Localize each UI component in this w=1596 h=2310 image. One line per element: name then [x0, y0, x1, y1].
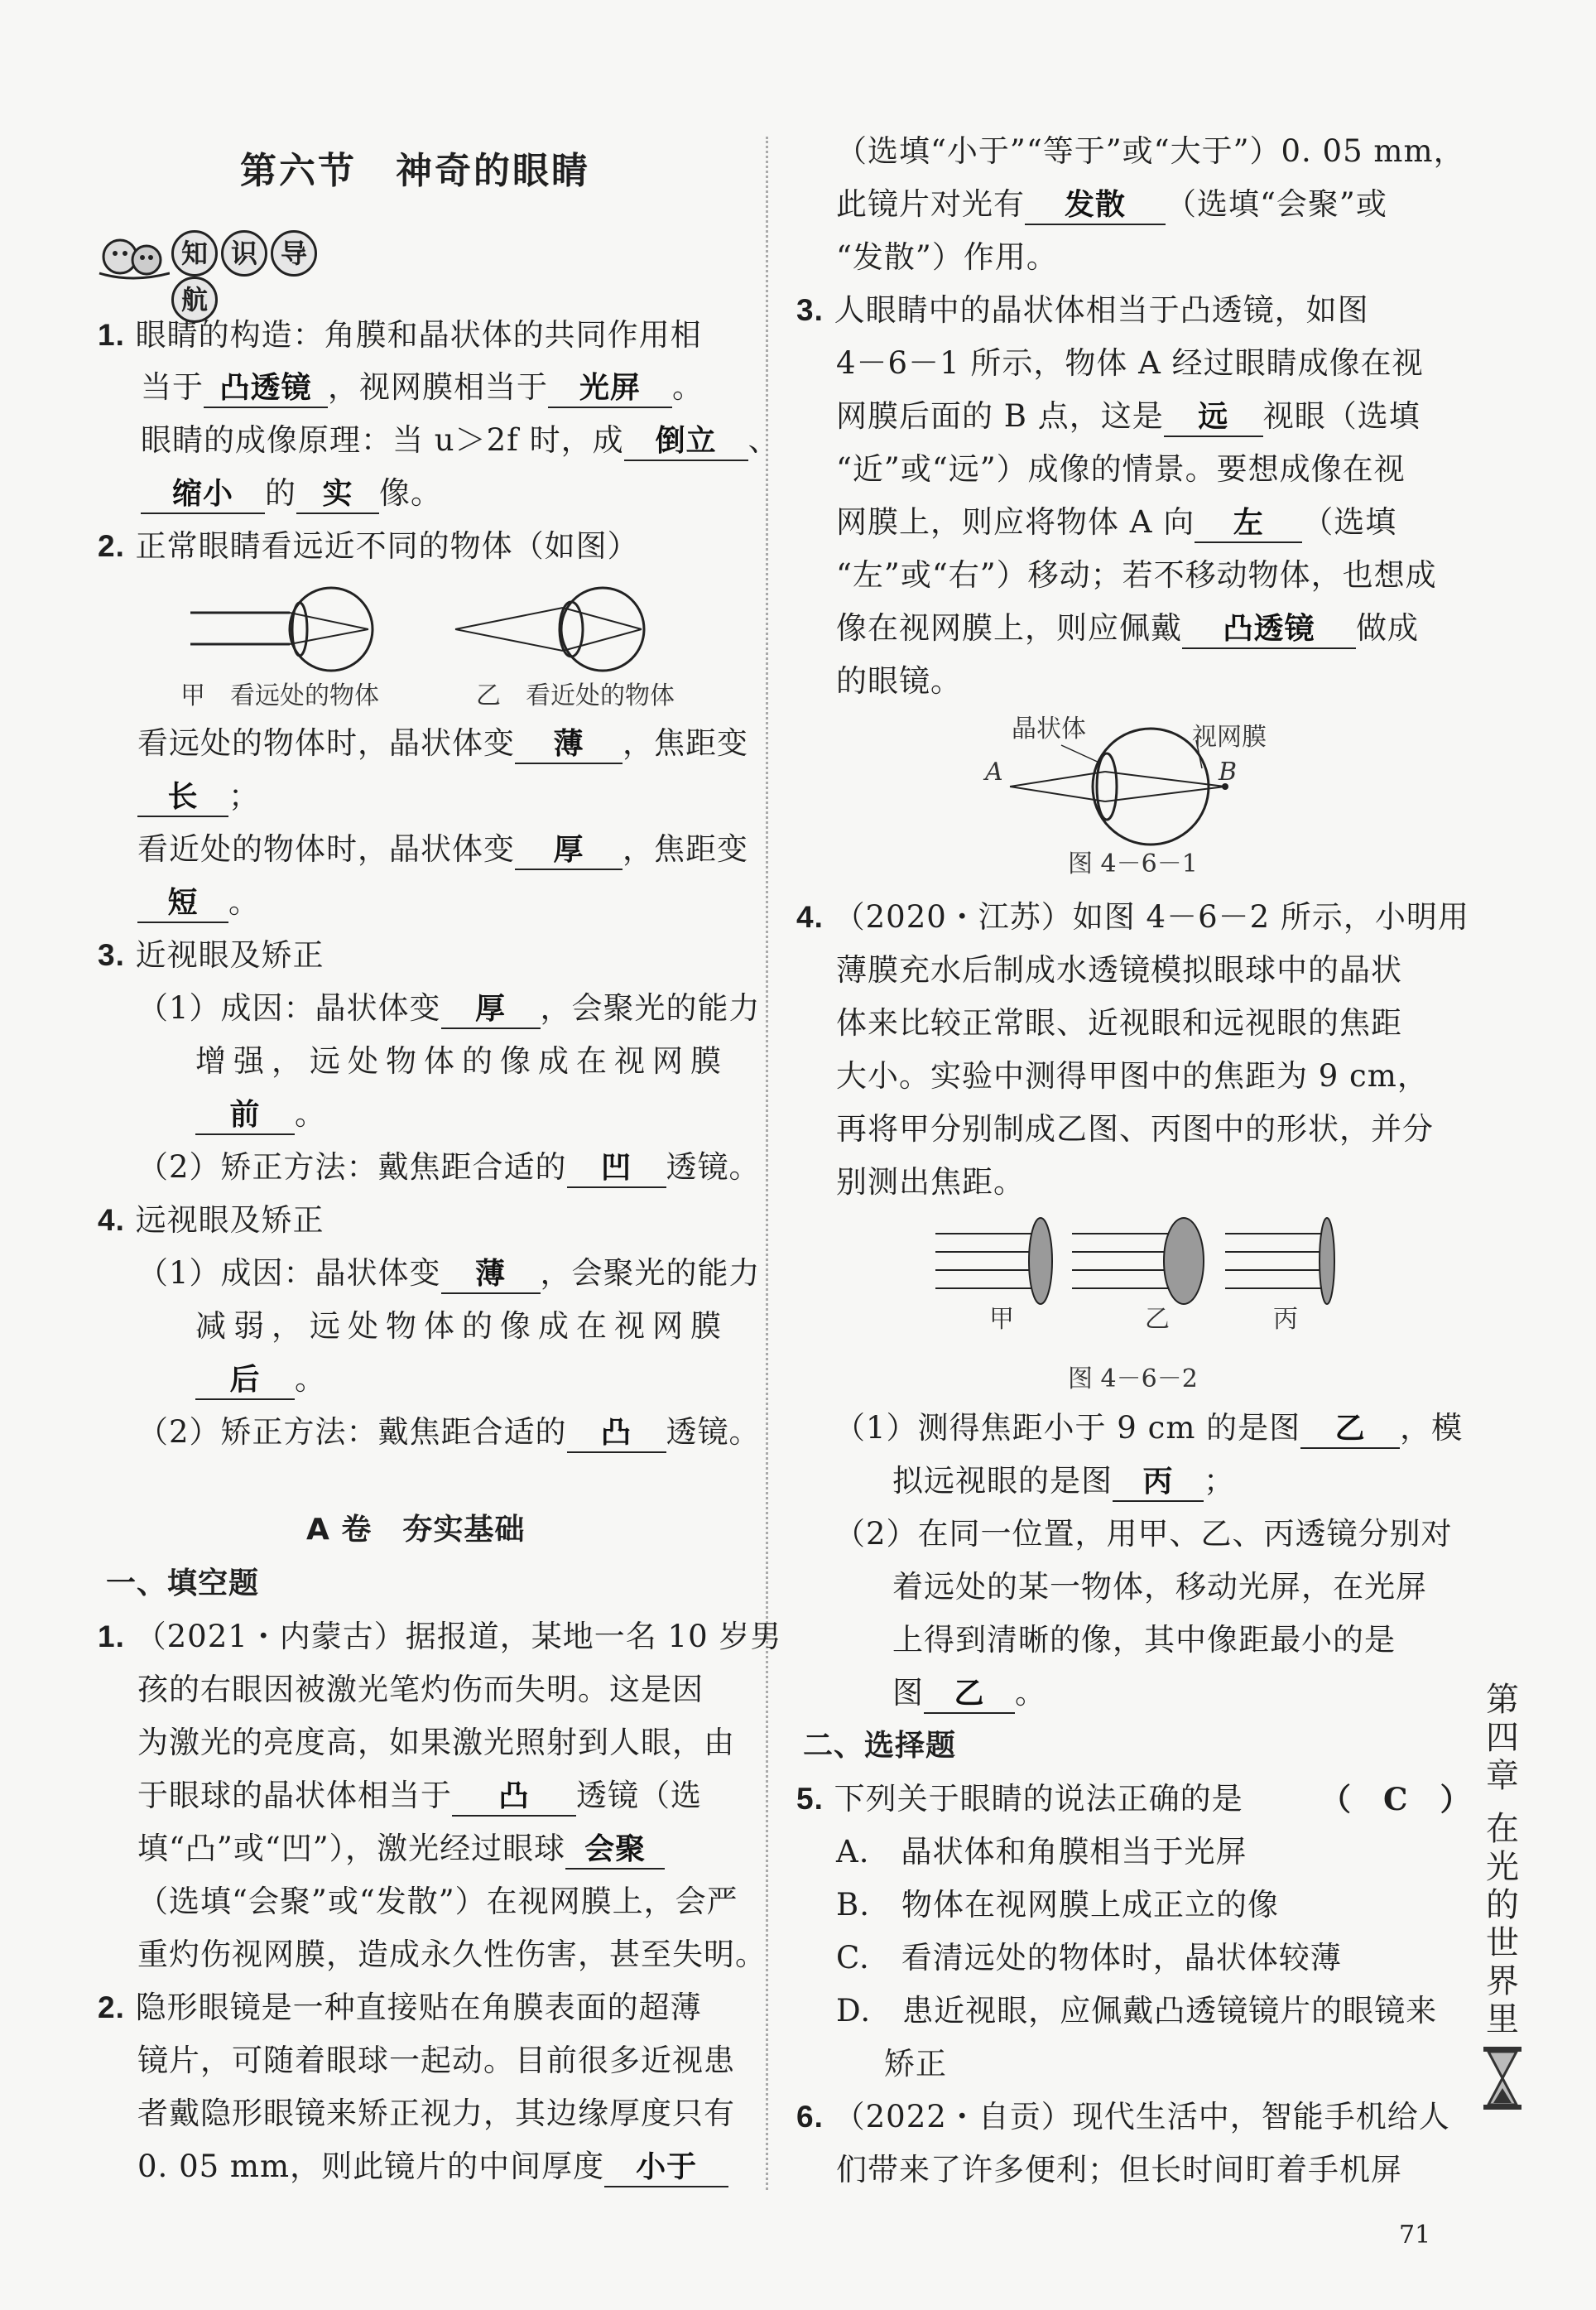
answer-blank: 薄	[515, 726, 623, 764]
option-d: D. 患近视眼，应佩戴凸透镜镜片的眼镜来	[836, 1993, 1438, 2028]
option-c: C. 看清远处的物体时，晶状体较薄	[836, 1940, 1342, 1976]
page-number: 71	[1399, 2221, 1431, 2250]
option-a: A. 晶状体和角膜相当于光屏	[836, 1834, 1247, 1870]
answer-blank: 薄	[441, 1256, 541, 1294]
answer-blank: 后	[195, 1362, 295, 1400]
answer-blank: 凹	[567, 1150, 666, 1188]
figure-4-6-2	[931, 1217, 1362, 1308]
knowledge-nav-label	[171, 230, 352, 323]
answer-blank: 小于	[604, 2149, 728, 2187]
answer-blank: 前	[195, 1097, 295, 1135]
answer-choice: （ C ）	[1320, 1781, 1472, 1817]
part2-heading: 二、选择题	[803, 1729, 957, 1763]
answer-blank: 短	[137, 885, 228, 923]
hourglass-icon	[1482, 2045, 1523, 2111]
section-title: 第六节 神奇的眼睛	[240, 150, 590, 192]
section-a-heading: A 卷 夯实基础	[306, 1513, 526, 1547]
eye-focus-diagram	[190, 580, 720, 687]
kids-illustration-icon	[95, 232, 170, 282]
nav-char: 知	[171, 230, 218, 277]
answer-blank: 倒立	[624, 423, 748, 461]
nav-char: 导	[271, 230, 317, 277]
answer-blank: 远	[1164, 399, 1263, 437]
answer-blank: 丙	[1113, 1464, 1204, 1502]
knowledge-nav-banner	[95, 225, 352, 315]
answer-blank: 凸	[567, 1415, 666, 1453]
answer-blank: 实	[296, 476, 379, 514]
answer-blank: 凸透镜	[1182, 611, 1356, 649]
option-b: B. 物体在视网膜上成正立的像	[836, 1887, 1279, 1923]
answer-blank: 乙	[1300, 1411, 1400, 1449]
answer-blank: 厚	[441, 991, 541, 1029]
nav-char: 识	[221, 230, 267, 277]
answer-blank: 乙	[924, 1676, 1015, 1714]
answer-blank: 凸透镜	[204, 370, 328, 408]
answer-blank: 光屏	[548, 370, 672, 408]
part1-heading: 一、填空题	[106, 1566, 260, 1600]
answer-blank: 发散	[1025, 187, 1166, 225]
answer-blank: 凸	[452, 1778, 576, 1817]
nav-char: 航	[171, 277, 218, 323]
answer-blank: 缩小	[141, 476, 265, 514]
answer-blank: 长	[137, 779, 228, 817]
answer-blank: 厚	[515, 832, 623, 870]
answer-blank: 左	[1195, 505, 1302, 543]
figure-caption: 图 4－6－2	[1068, 1364, 1198, 1393]
answer-blank: 会聚	[565, 1831, 665, 1870]
figure-caption: 图 4－6－1	[1068, 849, 1198, 878]
chapter-side-tab: 第 四 章 在 光 的 世 界 里	[1486, 1681, 1519, 2038]
